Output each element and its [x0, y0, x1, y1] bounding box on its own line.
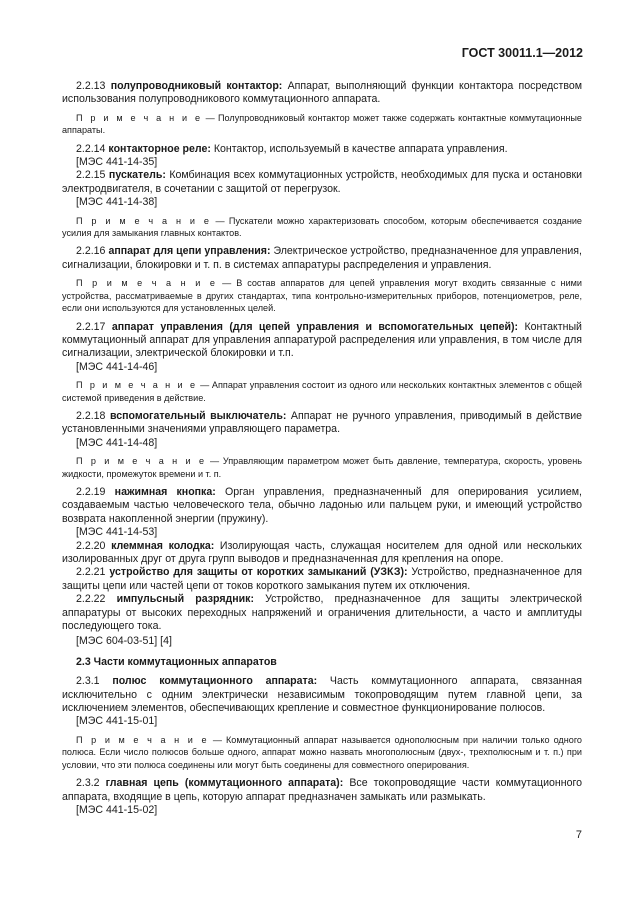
clause-2-2-15: 2.2.15 пускатель: Комбинация всех коммутационных устройств, необходимых для пуска и остановки электродвигателя, в сочетании с защитой от перегрузок. — [62, 169, 582, 195]
note: П р и м е ч а н и е — Коммутационный аппарат называется однополюсным при наличии только одного полюса. Если число полюсов больше одного, аппарат можно назвать многополюсным (двух-, трехполюсным и т. п.) при условии, что эти полюса соединены или могут быть соединены для совместного оперирования. — [62, 734, 582, 770]
note: П р и м е ч а н и е — Пускатели можно характеризовать способом, которым обеспечивается создание усилия для замыкания главных контактов. — [62, 215, 582, 239]
term: полюс коммутационного аппарата: — [112, 675, 318, 688]
reference: [МЭС 441-14-38] — [76, 196, 158, 209]
clause-2-2-18: 2.2.18 вспомогательный выключатель: Аппарат не ручного управления, приводимый в действие установленными значениями управляющего параметра. — [62, 409, 583, 436]
clause-2-2-14: 2.2.14 контакторное реле: Контактор, используемый в качестве аппарата управления. — [76, 142, 508, 155]
clause-2-3-2: 2.3.2 главная цепь (коммутационного аппарата): Все токопроводящие части коммутационного аппарата, входящие в цепь, которую аппарат предназначен замыкать или размыкать. — [62, 777, 582, 803]
clause-2-2-20: 2.2.20 клеммная колодка: Изолирующая часть, служащая носителем для одной или нескольких изолированных друг от друга групп выводов и предназначенная для крепления на опоре. — [62, 539, 582, 565]
term: аппарат для цепи управления: — [108, 245, 271, 258]
note: П р и м е ч а н и е — Управляющим параметром может быть давление, температура, скорость, уровень жидкости, промежуток времени и т. п. — [62, 456, 582, 479]
term: главная цепь (коммутационного аппарата): — [105, 777, 344, 790]
document-code: ГОСТ 30011.1—2012 — [461, 46, 583, 60]
term: аппарат управления (для цепей управления и вспомогательных цепей): — [111, 320, 519, 333]
reference: [МЭС 604-03-51] [4] — [76, 635, 172, 648]
clause-2-2-17: 2.2.17 аппарат управления (для цепей управления и вспомогательных цепей): Контактный коммутационный аппарат для управления аппаратурой распределения или управления, в том числе для сигнализации, электрической блокировки и т.п. — [62, 320, 582, 360]
reference: [МЭС 441-14-48] — [76, 436, 158, 449]
page-number: 7 — [575, 829, 582, 841]
reference: [МЭС 441-14-35] — [76, 156, 158, 169]
term: клеммная колодка: — [111, 539, 215, 552]
note: П р и м е ч а н и е — В состав аппаратов для цепей управления могут входить связанные с ними устройства, рассматриваемые в других стандартах, типа контрольно-измерительных приборов, потенциометров, реле, если они используются для установленных целей. — [62, 278, 582, 314]
clause-2-2-19: 2.2.19 нажимная кнопка: Орган управления, предназначенный для оперирования усилием, создаваемым частью человеческого тела, обычно ладонью или пальцем руки, и имеющий устройство возврата накопленной энергии (пружину). — [62, 485, 582, 525]
reference: [МЭС 441-14-53] — [76, 526, 158, 539]
term: импульсный разрядник: — [116, 593, 254, 606]
reference: [МЭС 441-14-46] — [76, 360, 158, 373]
clause-2-3-1: 2.3.1 полюс коммутационного аппарата: Часть коммутационного аппарата, связанная исключительно с одним электрически независимым токопроводящим путем главной цепи, за исключением элементов, обеспечивающих крепление и совместное функционирование полюсов. — [62, 675, 582, 715]
clause-2-2-22: 2.2.22 импульсный разрядник: Устройство, предназначенное для защиты электрической аппаратуры от высоких переходных напряжений и ограничения длительности, а часто и амплитуды последующего тока. — [62, 593, 582, 633]
term: устройство для защиты от коротких замыканий (УЗКЗ): — [109, 566, 408, 579]
term: пускатель: — [108, 169, 166, 182]
clause-2-2-21: 2.2.21 устройство для защиты от коротких замыканий (УЗКЗ): Устройство, предназначенное для защиты цепи или частей цепи от токов короткого замыкания путем их отключения. — [62, 566, 582, 592]
reference: [МЭС 441-15-02] — [76, 803, 158, 816]
term: вспомогательный выключатель: — [110, 409, 287, 422]
term: контакторное реле: — [108, 142, 211, 155]
note: П р и м е ч а н и е — Полупроводниковый контактор может также содержать контактные коммутационные аппараты. — [62, 112, 582, 136]
reference: [МЭС 441-15-01] — [76, 715, 158, 728]
note: П р и м е ч а н и е — Аппарат управления состоит из одного или нескольких контактных элементов с общей системой приведения в действие. — [62, 380, 582, 403]
section-heading: 2.3 Части коммутационных аппаратов — [76, 655, 277, 668]
clause-2-2-16: 2.2.16 аппарат для цепи управления: Электрическое устройство, предназначенное для управления, сигнализации, блокировки и т. п. в системах аппаратуры распределения и управления. — [62, 245, 582, 271]
term: полупроводниковый контактор: — [110, 80, 283, 92]
term: нажимная кнопка: — [114, 485, 216, 498]
document-body — [62, 80, 582, 817]
clause-2-2-13: 2.2.13 полупроводниковый контактор: Аппарат, выполняющий функции контактора посредством использования полупроводникового коммутационного аппарата. — [62, 80, 583, 106]
